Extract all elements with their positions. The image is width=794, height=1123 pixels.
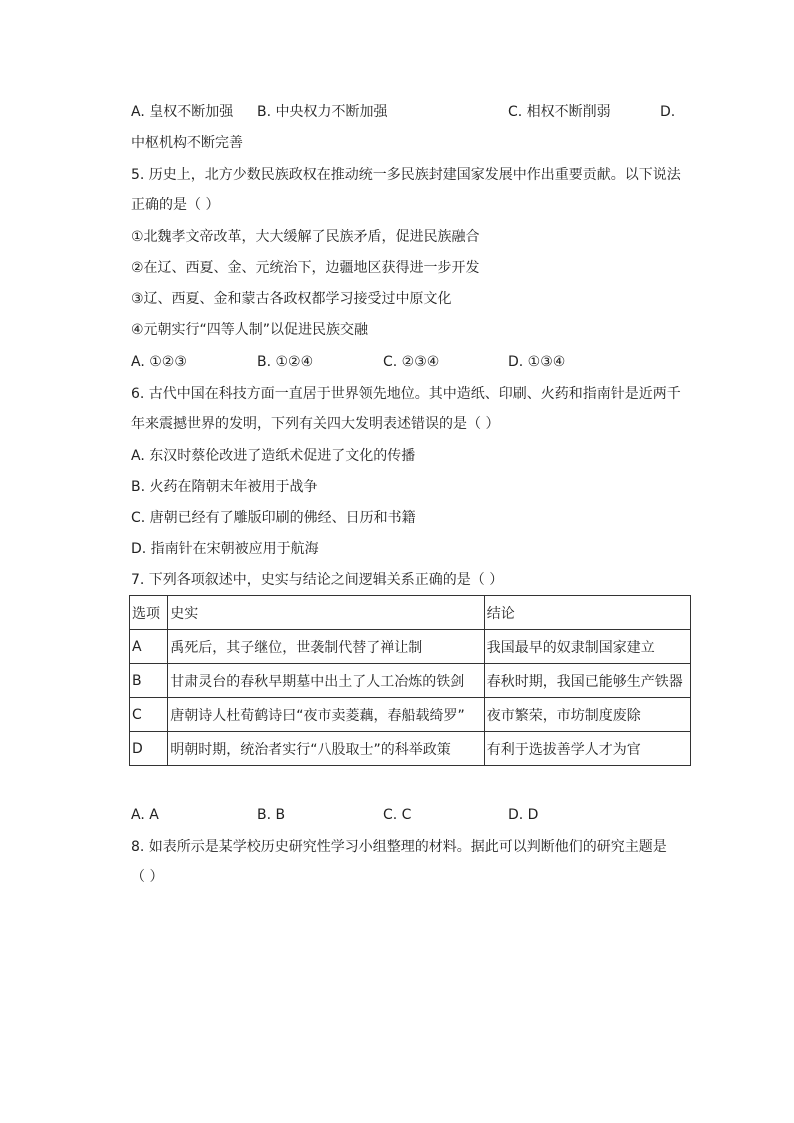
- q5-statement-3: ③辽、西夏、金和蒙古各政权都学习接受过中原文化: [131, 291, 452, 307]
- q5-option-a: A. ①②③: [131, 354, 187, 370]
- table-cell-fact: 唐朝诗人杜荀鹤诗曰“夜市卖菱藕，春船载绮罗”: [168, 698, 485, 732]
- q6-option-a: A. 东汉时蔡伦改进了造纸术促进了文化的传播: [131, 448, 416, 464]
- q4-option-b: B. 中央权力不断加强: [257, 104, 388, 120]
- q7-table: [129, 595, 691, 766]
- q4-option-a: A. 皇权不断加强: [131, 104, 234, 120]
- q5-statement-2: ②在辽、西夏、金、元统治下，边疆地区获得进一步开发: [131, 260, 480, 276]
- q6-option-d: D. 指南针在宋朝被应用于航海: [131, 541, 319, 557]
- table-cell-conclusion: 我国最早的奴隶制国家建立: [484, 630, 690, 664]
- q8-stem-line1: 8. 如表所示是某学校历史研究性学习小组整理的材料。据此可以判断他们的研究主题是: [131, 839, 667, 855]
- table-cell-option: C: [130, 698, 168, 732]
- table-cell-conclusion: 夜市繁荣，市坊制度废除: [484, 698, 690, 732]
- q5-statement-1: ①北魏孝文帝改革，大大缓解了民族矛盾，促进民族融合: [131, 229, 480, 245]
- q4-option-c: C. 相权不断削弱: [508, 104, 611, 120]
- table-cell-option: D: [130, 732, 168, 766]
- q6-option-c: C. 唐朝已经有了雕版印刷的佛经、日历和书籍: [131, 510, 416, 526]
- table-cell-fact: 禹死后，其子继位，世袭制代替了禅让制: [168, 630, 485, 664]
- table-cell-option: B: [130, 664, 168, 698]
- q5-option-d: D. ①③④: [508, 354, 566, 370]
- table-cell-fact: 甘肃灵台的春秋早期墓中出土了人工冶炼的铁剑: [168, 664, 485, 698]
- q5-statement-4: ④元朝实行“四等人制”以促进民族交融: [131, 322, 369, 338]
- table-row: [130, 732, 691, 766]
- q5-stem-line1: 5. 历史上，北方少数民族政权在推动统一多民族封建国家发展中作出重要贡献。以下说法: [131, 167, 681, 183]
- q7-stem: 7. 下列各项叙述中，史实与结论之间逻辑关系正确的是（ ）: [131, 572, 504, 588]
- q4-option-d-text: 中枢机构不断完善: [131, 135, 243, 151]
- table-cell-fact: 明朝时期，统治者实行“八股取士”的科举政策: [168, 732, 485, 766]
- table-cell-option: A: [130, 630, 168, 664]
- q7-option-a: A. A: [131, 807, 159, 823]
- table-row: [130, 664, 691, 698]
- table-cell-conclusion: 有利于选拔善学人才为官: [484, 732, 690, 766]
- table-row: [130, 630, 691, 664]
- table-header-conclusion: 结论: [484, 596, 690, 630]
- q6-stem-line2: 年来震撼世界的发明，下列有关四大发明表述错误的是（ ）: [131, 416, 500, 432]
- q7-option-d: D. D: [508, 807, 539, 823]
- table-header-fact: 史实: [168, 596, 485, 630]
- table-row: [130, 698, 691, 732]
- q4-option-d: D.: [660, 104, 676, 120]
- q6-stem-line1: 6. 古代中国在科技方面一直居于世界领先地位。其中造纸、印刷、火药和指南针是近两千: [131, 386, 681, 402]
- q7-option-b: B. B: [257, 807, 286, 823]
- q5-option-c: C. ②③④: [383, 354, 440, 370]
- q5-stem-line2: 正确的是（ ）: [131, 197, 220, 213]
- table-cell-conclusion: 春秋时期，我国已能够生产铁器: [484, 664, 690, 698]
- q8-stem-line2: （ ）: [131, 869, 164, 885]
- q5-option-b: B. ①②④: [257, 354, 314, 370]
- q7-option-c: C. C: [383, 807, 412, 823]
- q6-option-b: B. 火药在隋朝末年被用于战争: [131, 479, 318, 495]
- table-header-option: 选项: [130, 596, 168, 630]
- table-header-row: [130, 596, 691, 630]
